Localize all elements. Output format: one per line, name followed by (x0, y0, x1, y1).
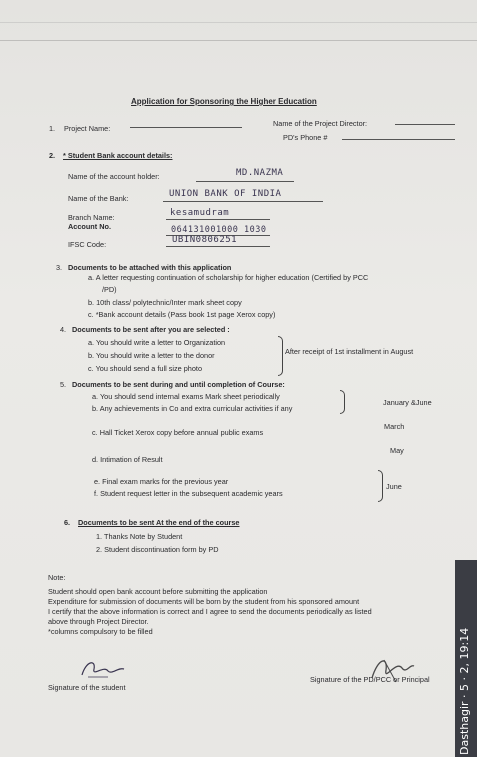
bank-name-line (163, 201, 323, 202)
section-5-item-f: f. Student request letter in the subsequent academic years (94, 489, 283, 498)
section-1-number: 1. (49, 124, 56, 133)
bank-name-label: Name of the Bank: (68, 194, 129, 203)
branch-name-label: Branch Name: (68, 213, 115, 222)
account-holder-label: Name of the account holder: (68, 172, 160, 181)
section-5-number: 5. (60, 380, 67, 389)
project-name-line (130, 127, 242, 128)
section-3-item-a: a. A letter requesting continuation of scholarship for higher education (Certified by PCC (88, 273, 369, 282)
section-4-heading: Documents to be sent after you are selected : (72, 325, 230, 334)
section-5-item-d: d. Intimation of Result (92, 455, 163, 464)
section-5-item-e: e. Final exam marks for the previous year (94, 477, 229, 486)
ifsc-line (166, 246, 270, 247)
pd-phone-label: PD's Phone # (283, 133, 328, 142)
ifsc-label: IFSC Code: (68, 240, 107, 249)
note-line-1: Student should open bank account before submitting the application (48, 587, 268, 596)
section-6-item-2: 2. Student discontinuation form by PD (96, 545, 219, 554)
project-director-label: Name of the Project Director: (273, 119, 368, 128)
student-signature-mark (78, 657, 128, 681)
ifsc-value: UBIN0806251 (172, 235, 238, 245)
pd-signature-label: Signature of the PD/PCC or Principal (310, 675, 430, 684)
section-4-item-a: a. You should write a letter to Organization (88, 338, 226, 347)
section-3-number: 3. (56, 263, 63, 272)
section-5-ef-brace (378, 470, 383, 502)
section-4-brace (278, 336, 283, 376)
section-5-item-b: b. Any achievements in Co and extra curricular activities if any (92, 404, 293, 413)
section-6-number: 6. (64, 518, 71, 527)
project-director-line (395, 124, 455, 125)
paper-fold-line-top (0, 22, 477, 23)
section-5-heading: Documents to be sent during and until completion of Course: (72, 380, 285, 389)
account-number-label: Account No. (68, 222, 111, 231)
note-line-5: *columns compulsory to be filled (48, 627, 153, 636)
bank-name-value: UNION BANK OF INDIA (169, 189, 282, 199)
section-6-item-1: 1. Thanks Note by Student (96, 532, 183, 541)
note-line-4: above through Project Director. (48, 617, 149, 626)
student-signature-label: Signature of the student (48, 683, 126, 692)
section-5-ab-timing: January &June (383, 398, 432, 407)
account-number-value: 064131001000 1030 (171, 225, 267, 235)
section-5-ef-timing: June (386, 482, 402, 491)
section-6-heading: Documents to be sent At the end of the course (78, 518, 240, 527)
branch-name-line (166, 219, 270, 220)
section-4-timing: After receipt of 1st installment in August (285, 347, 414, 356)
section-5-c-timing: March (384, 422, 405, 431)
section-2-number: 2. (49, 151, 56, 160)
account-holder-line (196, 181, 294, 182)
document-title: Application for Sponsoring the Higher Education (131, 97, 317, 106)
note-label: Note: (48, 573, 66, 582)
branch-name-value: kesamudram (170, 208, 230, 218)
bank-details-heading: * Student Bank account details: (63, 151, 173, 160)
note-line-3: I certify that the above information is correct and I agree to send the documents periodically as listed (48, 607, 372, 616)
camera-watermark: Dasthagir · 5 · 2, 19:14 (458, 627, 471, 755)
section-5-item-c: c. Hall Ticket Xerox copy before annual public exams (92, 428, 264, 437)
section-3-heading: Documents to be attached with this application (68, 263, 232, 272)
section-4-item-b: b. You should write a letter to the donor (88, 351, 215, 360)
note-line-2: Expenditure for submission of documents will be born by the student from his sponsored amount (48, 597, 360, 606)
section-5-ab-brace (340, 390, 345, 414)
paper-fold-line (0, 40, 477, 41)
section-5-item-a: a. You should send internal exams Mark sheet periodically (92, 392, 280, 401)
section-4-number: 4. (60, 325, 67, 334)
account-holder-value: MD.NAZMA (236, 168, 284, 178)
pd-phone-line (342, 139, 455, 140)
section-3-item-b: b. 10th class/ polytechnic/Inter mark sheet copy (88, 298, 242, 307)
project-name-label: Project Name: (64, 124, 111, 133)
section-3-item-a-cont: /PD) (102, 285, 117, 294)
section-5-d-timing: May (390, 446, 404, 455)
section-3-item-c: c. *Bank account details (Pass book 1st page Xerox copy) (88, 310, 276, 319)
section-4-item-c: c. You should send a full size photo (88, 364, 202, 373)
